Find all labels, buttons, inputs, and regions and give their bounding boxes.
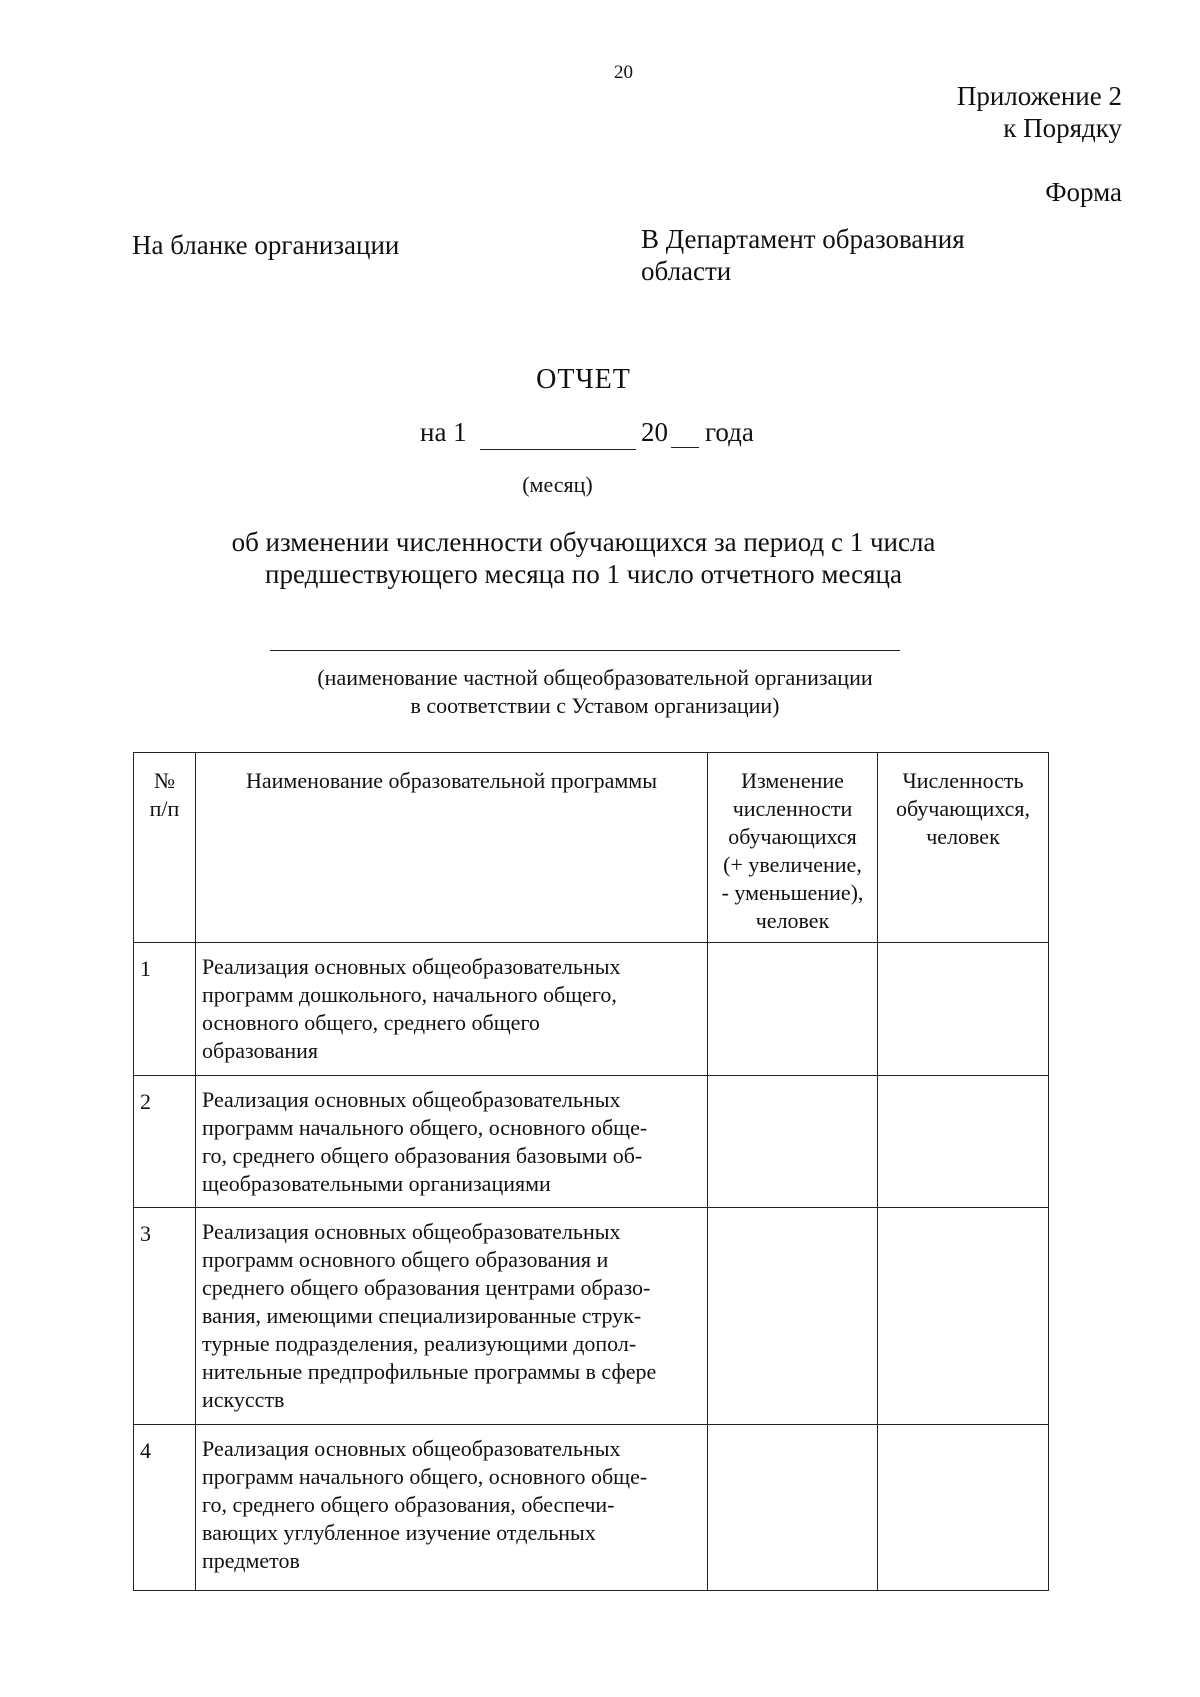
row-count-cell[interactable] <box>878 1208 1049 1425</box>
row-program: Реализация основных общеобразовательных программ начального общего, основного обще- го, среднего общего образования, обеспечи- вающих углубленное изучение отдельных предметов <box>196 1425 708 1591</box>
row-num: 1 <box>134 943 196 1076</box>
row-program: Реализация основных общеобразовательных программ дошкольного, начального общего, основного общего, среднего общего образования <box>196 943 708 1076</box>
year-blank-field[interactable] <box>671 447 699 448</box>
header-count: Численность обучающихся, человек <box>878 753 1049 943</box>
form-label: Форма <box>1045 177 1122 207</box>
report-title: ОТЧЕТ <box>536 364 631 395</box>
row-program: Реализация основных общеобразовательных программ начального общего, основного обще- го, среднего общего образования базовыми об- щеобразовательными организациями <box>196 1076 708 1208</box>
row-program: Реализация основных общеобразовательных программ основного общего образования и среднего общего образования центрами образо- вания, имеющими специализированные струк- турные подразделения, реализующими допол- нительные предпрофильные программы в сфере искусств <box>196 1208 708 1425</box>
recipient-line-2: области <box>641 256 732 286</box>
row-change-cell[interactable] <box>708 943 878 1076</box>
table-row <box>134 943 1049 1076</box>
header-num: № п/п <box>134 753 196 943</box>
organization-caption <box>0 664 1190 720</box>
header-program: Наименование образовательной программы <box>196 753 708 943</box>
table-row <box>134 1208 1049 1425</box>
report-table <box>133 752 1049 1591</box>
appendix-reference <box>957 80 1122 144</box>
date-prefix: на 1 <box>420 417 467 447</box>
table-row <box>134 1425 1049 1591</box>
row-change-cell[interactable] <box>708 1076 878 1208</box>
table-row <box>134 1076 1049 1208</box>
table-header-row <box>134 753 1049 943</box>
org-caption-line-2: в соответствии с Уставом организации) <box>410 693 780 718</box>
row-num: 2 <box>134 1076 196 1208</box>
row-count-cell[interactable] <box>878 1425 1049 1591</box>
org-letterhead-note: На бланке организации <box>132 230 400 260</box>
subtitle-line-1: об изменении численности обучающихся за период с 1 числа <box>231 527 936 557</box>
appendix-line-1: Приложение 2 <box>956 81 1122 111</box>
organization-name-blank[interactable] <box>270 650 900 651</box>
row-change-cell[interactable] <box>708 1208 878 1425</box>
header-change: Изменение численности обучающихся (+ увеличение, - уменьшение), человек <box>708 753 878 943</box>
row-change-cell[interactable] <box>708 1425 878 1591</box>
recipient-line-1: В Департамент образования <box>641 224 965 254</box>
org-caption-line-1: (наименование частной общеобразовательной организации <box>317 665 873 690</box>
year-prefix: 20 <box>641 417 668 447</box>
row-count-cell[interactable] <box>878 1076 1049 1208</box>
row-count-cell[interactable] <box>878 943 1049 1076</box>
report-subtitle <box>0 526 1167 590</box>
report-date-line <box>0 417 1200 457</box>
month-caption: (месяц) <box>522 472 593 497</box>
row-num: 4 <box>134 1425 196 1591</box>
appendix-line-2: к Порядку <box>1003 113 1122 143</box>
subtitle-line-2: предшествующего месяца по 1 число отчетного месяца <box>265 559 902 589</box>
page-number: 20 <box>614 62 633 83</box>
year-suffix: года <box>705 417 754 447</box>
recipient-block <box>641 223 965 287</box>
row-num: 3 <box>134 1208 196 1425</box>
month-blank-field[interactable] <box>480 449 636 450</box>
